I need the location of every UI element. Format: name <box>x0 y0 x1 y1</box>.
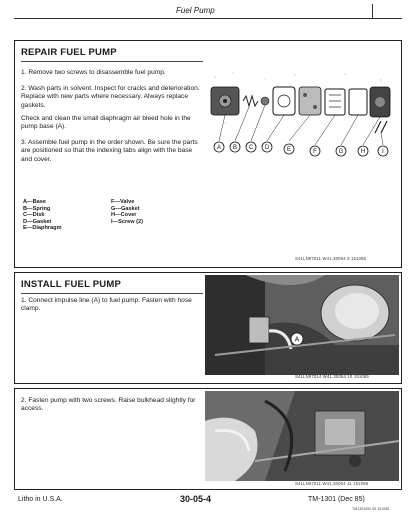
legend-item: E—Diaphragm <box>23 225 62 232</box>
callout-label: C <box>248 145 254 151</box>
title-rule <box>21 293 203 294</box>
title-rule <box>21 61 203 62</box>
impulse-line-photo <box>205 275 399 375</box>
manual-id: TM-1301 (Dec 85) <box>308 496 365 503</box>
section-title: INSTALL FUEL PUMP <box>21 279 121 290</box>
legend-item: D—Gasket <box>23 218 52 225</box>
legend-item: I—Screw (2) <box>111 218 144 225</box>
repair-step-3: 3. Assemble fuel pump in the order shown. Be sure the parts are positioned so that the indexing tabs align with the base and cover. <box>21 139 198 163</box>
install-step-1: 1. Connect impulse line (A) to fuel pump. Fasten with hose clamp. <box>21 297 192 313</box>
exploded-parts-diagram <box>205 65 395 167</box>
callout-label: E <box>286 147 292 153</box>
callout-label: H <box>360 149 366 155</box>
callout-label: B <box>232 145 238 151</box>
parts-legend-left <box>23 199 62 232</box>
legend-item: F—Valve <box>111 199 135 205</box>
repair-step-1: 1. Remove two screws to disassemble fuel pump. <box>21 69 166 76</box>
mounting-screws-photo <box>205 391 399 481</box>
install-step-2: 2. Fasten pump with two screws. Raise bulkhead slightly for access. <box>21 397 196 413</box>
callout-label: D <box>264 145 270 151</box>
footer-litho: Litho in U.S.A. <box>18 496 63 503</box>
callout-label: I <box>382 149 384 155</box>
legend-item: C—Disk <box>23 212 45 219</box>
pump-base-part <box>211 87 239 115</box>
repair-step-2: 2. Wash parts in solvent. Inspect for cracks and deterioration. Replace with new parts where necessary. Always replace gaskets. <box>21 85 200 109</box>
callout-label: F <box>313 149 317 155</box>
page-header-title: Fuel Pump <box>176 6 215 15</box>
section-title: REPAIR FUEL PUMP <box>21 47 117 58</box>
figure-caption: S41LN97014 W41,30054 10 151085 <box>295 374 369 379</box>
repair-step-2-note: Check and clean the small diaphragm air bleed hole in the pump base (A). <box>21 115 191 131</box>
install-fuel-pump-section <box>14 272 402 384</box>
legend-item: H—Cover <box>111 212 137 219</box>
header-rule <box>14 18 402 19</box>
install-fuel-pump-step2-section <box>14 388 402 490</box>
parts-legend-right <box>111 199 143 225</box>
legend-item: G—Gasket <box>111 205 140 212</box>
footer-code: TM1301050 05 151085 <box>352 507 390 511</box>
header-tick <box>372 4 373 18</box>
page-number: 30-05-4 <box>180 494 212 504</box>
photo-callout-label: A <box>294 336 300 344</box>
legend-item: B—Spring <box>23 205 51 212</box>
callout-label: G <box>338 149 344 155</box>
repair-fuel-pump-section <box>14 40 402 268</box>
figure-caption: S41LN97011 W41,30054 9 151085 <box>295 256 367 261</box>
legend-item: A—Base <box>23 199 47 205</box>
callout-label: A <box>216 145 222 151</box>
figure-caption: S41LN97011 W41,30054 11 151085 <box>295 481 369 486</box>
